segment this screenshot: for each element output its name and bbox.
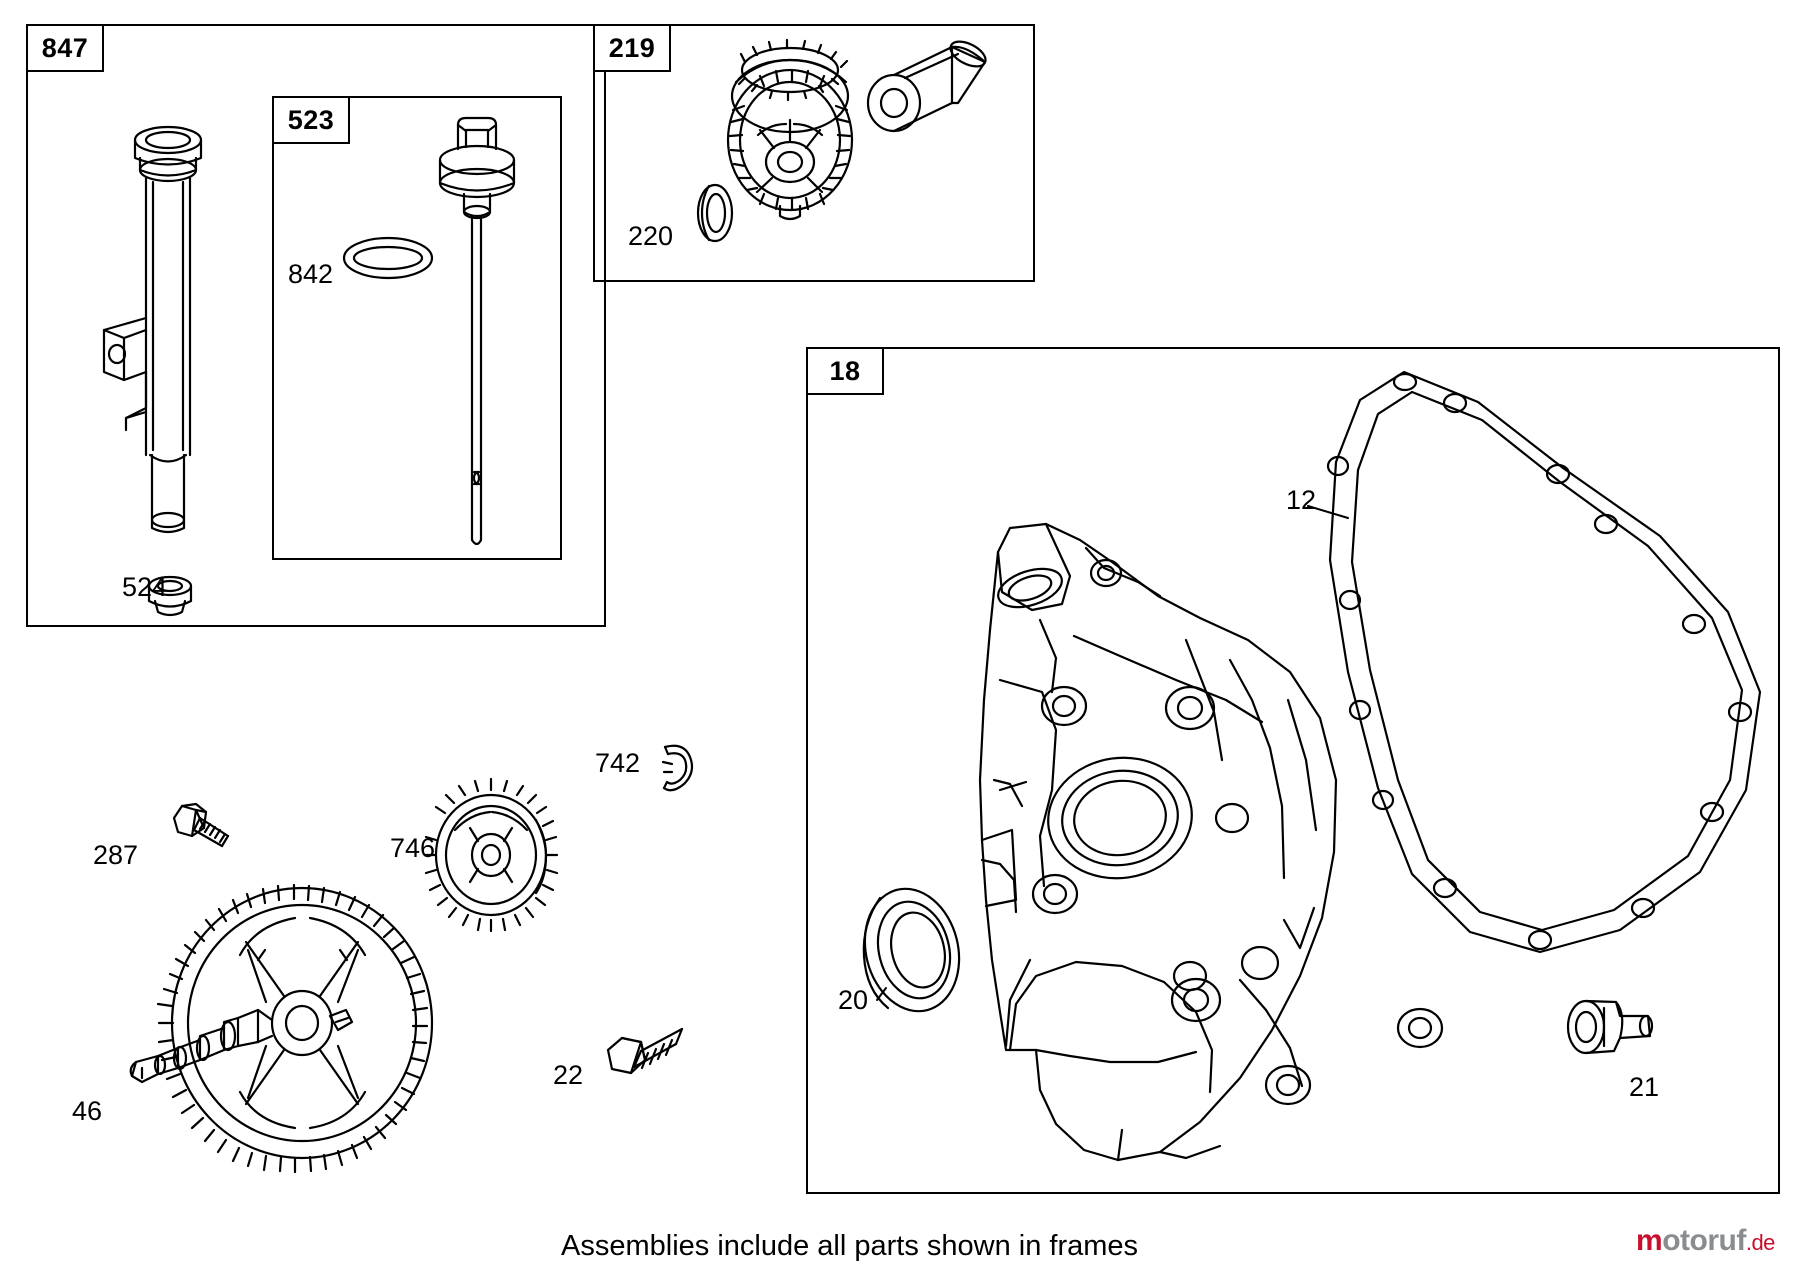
flange-screw-art <box>174 804 228 846</box>
frame-18 <box>806 347 1780 1194</box>
callout-22: 22 <box>553 1060 584 1090</box>
callout-746: 746 <box>390 833 436 863</box>
callout-21: 21 <box>1629 1072 1660 1102</box>
callout-12: 12 <box>1286 485 1317 515</box>
frame-847-tag: 847 <box>26 24 104 72</box>
callout-220: 220 <box>628 221 674 251</box>
retaining-clip-art <box>663 746 692 791</box>
pinion-gear-art <box>425 779 557 931</box>
watermark <box>1636 1224 1775 1258</box>
callout-46: 46 <box>72 1096 103 1126</box>
watermark-brand-rest: otoruf <box>1662 1224 1746 1257</box>
callout-842: 842 <box>288 259 334 289</box>
watermark-brand-tld: .de <box>1745 1230 1775 1255</box>
camshaft-gear-art <box>131 885 432 1172</box>
sheet-caption: Assemblies include all parts shown in frames <box>561 1230 1139 1262</box>
hex-bolt-art <box>608 1029 682 1073</box>
frame-523-tag: 523 <box>272 96 350 144</box>
callout-287: 287 <box>93 840 139 870</box>
callout-524: 524 <box>122 572 168 602</box>
callout-20: 20 <box>838 985 869 1015</box>
frame-219-tag: 219 <box>593 24 671 72</box>
callout-742: 742 <box>595 748 641 778</box>
watermark-brand-m: m <box>1636 1224 1663 1257</box>
frame-18-tag: 18 <box>806 347 884 395</box>
frame-523 <box>272 96 562 560</box>
